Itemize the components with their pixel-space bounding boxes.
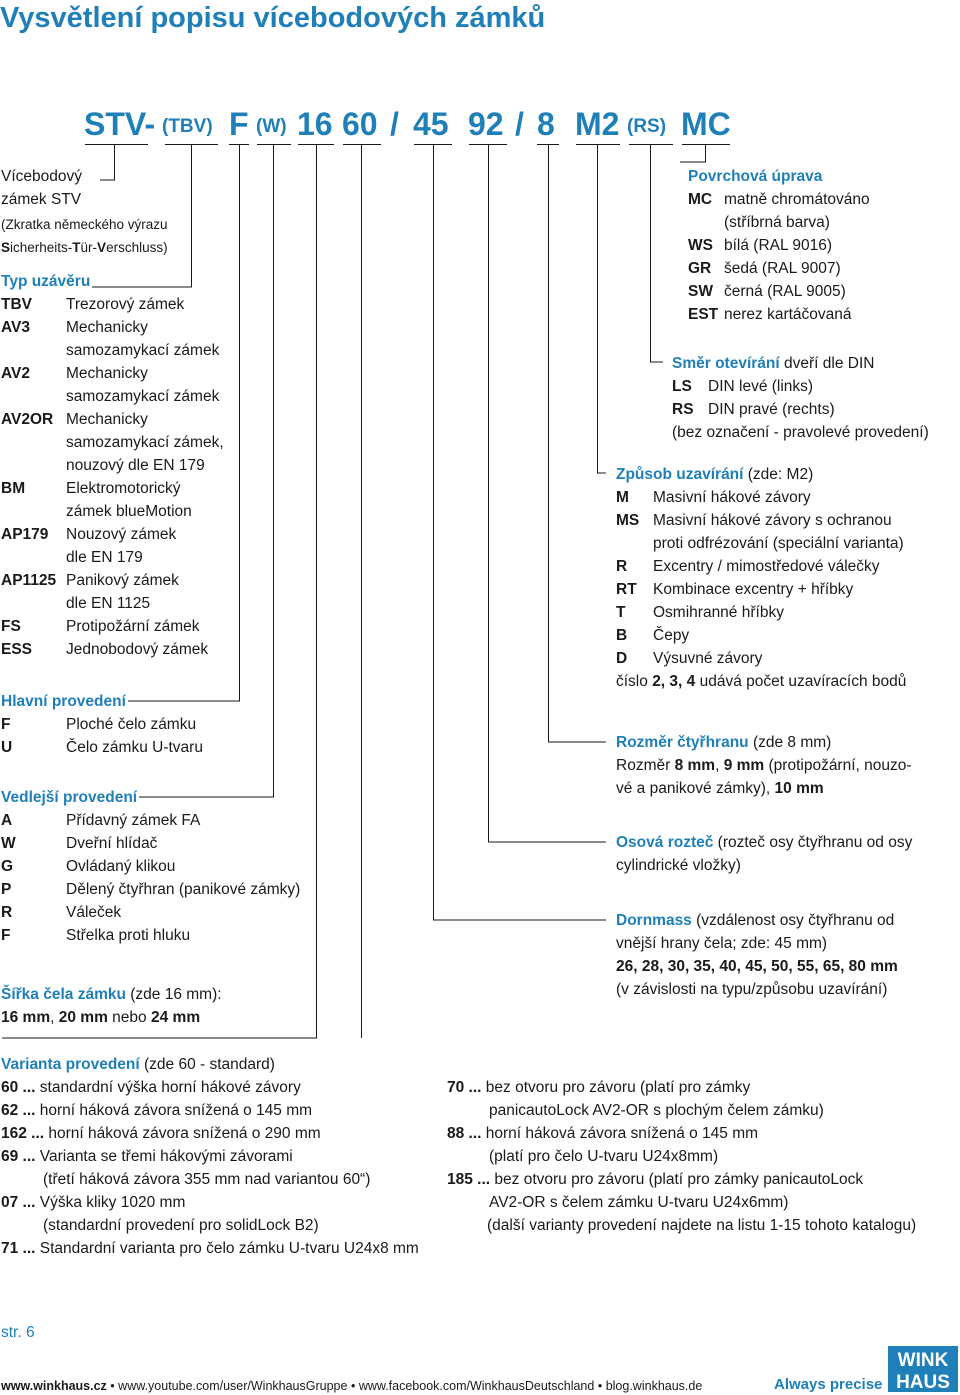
- typ-item-av2: [1, 362, 224, 385]
- vedlejsi-text: Přídavný zámek FA: [66, 812, 201, 829]
- vedlejsi-key: A: [1, 812, 13, 829]
- vedlejsi-text: Dveřní hlídač: [66, 835, 158, 852]
- slogan: Always precise: [774, 1376, 883, 1393]
- zpusob-text: Čepy: [653, 627, 690, 644]
- code-stv: STV-: [84, 106, 156, 142]
- stv-line2: zámek STV: [1, 191, 82, 208]
- typ-text: Elektromotorický: [66, 480, 181, 497]
- varianta-key: 88 ...: [447, 1125, 482, 1142]
- typ-item-av2or: [1, 408, 224, 431]
- hlavni-key: U: [1, 739, 13, 756]
- typ-key: AV2: [1, 365, 31, 382]
- varianta-key: 70 ...: [447, 1079, 482, 1096]
- povrch-key: SW: [688, 283, 713, 300]
- vedlejsi-key: G: [1, 858, 14, 875]
- vedlejsi-item: [1, 832, 300, 855]
- typ-text-cont: zámek blueMotion: [66, 503, 192, 520]
- varianta-text: horní háková závora snížená o 290 mm: [48, 1125, 321, 1142]
- typ-text: Nouzový zámek: [66, 526, 177, 543]
- zpusob-list: [616, 486, 906, 693]
- varianta-text: bez otvoru pro závoru (platí pro zámky panicautoLock: [494, 1171, 864, 1188]
- varianta-key: 60 ...: [1, 1079, 36, 1096]
- footer-link-winkhaus-cz[interactable]: www.winkhaus.cz: [1, 1379, 107, 1393]
- typ-text: Mechanicky: [66, 365, 148, 382]
- zpusob-key: RT: [616, 581, 637, 598]
- zpusob-text-cont: proti odfrézování (speciální varianta): [653, 535, 904, 552]
- povrch-text-cont: (stříbrná barva): [724, 214, 830, 231]
- rozmer-l1-a: Rozměr: [616, 757, 675, 774]
- typ-text-cont: samozamykací zámek: [66, 388, 220, 405]
- varianta-text-cont: panicautoLock AV2-OR s plochým čelem zámku): [489, 1102, 824, 1119]
- dornmass-line4: (v závislosti na typu/způsobu uzavírání): [616, 981, 888, 998]
- code-92: 92: [468, 106, 504, 142]
- zpusob-text: Osmihranné hříbky: [653, 604, 784, 621]
- zpusob-key: T: [616, 604, 626, 621]
- povrch-key: WS: [688, 237, 713, 254]
- dornmass-line3: 26, 28, 30, 35, 40, 45, 50, 55, 65, 80 mm: [616, 958, 898, 975]
- varianta-text: Standardní varianta pro čelo zámku U-tvaru U24x8 mm: [39, 1240, 419, 1257]
- zpusob-heading-rest: (zde: M2): [743, 466, 814, 483]
- zpusob-text: Masivní hákové závory: [653, 489, 811, 506]
- typ-key: FS: [1, 618, 21, 635]
- vedlejsi-item: [1, 809, 300, 832]
- smer-text: DIN pravé (rechts): [708, 401, 835, 418]
- typ-text-cont: dle EN 1125: [66, 595, 151, 612]
- varianta-text: standardní výška horní hákové závory: [39, 1079, 301, 1096]
- rozmer-line1: [616, 754, 912, 777]
- smer-list: [672, 375, 929, 444]
- typ-text-cont: dle EN 179: [66, 549, 143, 566]
- smer-item-rs: [672, 398, 929, 421]
- varianta-item: [1, 1191, 419, 1214]
- zpusob-key: B: [616, 627, 628, 644]
- povrch-list: [688, 188, 870, 326]
- typ-list: [1, 293, 224, 661]
- povrch-key: EST: [688, 306, 719, 323]
- winkhaus-logo-icon: [888, 1346, 958, 1392]
- osova-heading-rest: (rozteč osy čtyřhranu od osy: [713, 834, 913, 851]
- smer-heading-rest: dveří dle DIN: [779, 355, 875, 372]
- sirka-v2: 20 mm: [58, 1009, 108, 1026]
- zpusob-cislo-a: číslo: [616, 673, 653, 690]
- code-f: F: [229, 106, 249, 142]
- vedlejsi-text: Střelka proti hluku: [66, 927, 191, 944]
- dornmass-heading: Dornmass: [616, 912, 692, 929]
- povrch-text: nerez kartáčovaná: [724, 306, 852, 323]
- rozmer-line2: [616, 777, 824, 800]
- typ-key: TBV: [1, 296, 32, 313]
- typ-item-ap1125: [1, 569, 224, 592]
- hlavni-list: [1, 713, 203, 759]
- povrch-text: černá (RAL 9005): [724, 283, 846, 300]
- varianta-item: [447, 1168, 916, 1191]
- page-number: str. 6: [1, 1324, 35, 1341]
- zpusob-cislo: [616, 670, 906, 693]
- varianta-right: [447, 1076, 916, 1237]
- smer-heading: Směr otevírání: [672, 355, 780, 372]
- smer-key: RS: [672, 401, 694, 418]
- code-16: 16: [297, 106, 333, 142]
- zpusob-cislo-b: 2, 3, 4: [652, 673, 696, 690]
- code-8: 8: [537, 106, 555, 142]
- stv-note2-c: erschluss): [106, 240, 168, 255]
- typ-text: Panikový zámek: [66, 572, 179, 589]
- varianta-key: 185 ...: [447, 1171, 491, 1188]
- povrch-text: šedá (RAL 9007): [724, 260, 841, 277]
- rozmer-l1-c: ,: [715, 757, 724, 774]
- osova-line2: cylindrické vložky): [616, 857, 741, 874]
- povrch-key: MC: [688, 191, 713, 208]
- sirka-v3: 24 mm: [150, 1009, 201, 1026]
- varianta-text: horní háková závora snížená o 145 mm: [39, 1102, 313, 1119]
- povrch-text: matně chromátováno: [724, 191, 870, 208]
- typ-item-ess: [1, 638, 224, 661]
- hlavni-item-u: [1, 736, 203, 759]
- vedlejsi-item: [1, 901, 300, 924]
- smer-note: (bez označení - pravolevé provedení): [672, 424, 929, 441]
- zpusob-text: Excentry / mimostředové válečky: [653, 558, 880, 575]
- varianta-key: 62 ...: [1, 1102, 36, 1119]
- smer-item-ls: [672, 375, 929, 398]
- code-tbv: (TBV): [162, 116, 213, 137]
- varianta-heading-line: [1, 1053, 275, 1076]
- vedlejsi-item: [1, 878, 300, 901]
- dornmass-line2: vnější hrany čela; zde: 45 mm): [616, 935, 828, 952]
- rozmer-heading-line: [616, 731, 831, 754]
- code-rs: (RS): [627, 116, 667, 137]
- hlavni-item-f: [1, 713, 203, 736]
- code-45: 45: [413, 106, 449, 142]
- hlavni-heading: Hlavní provedení: [1, 693, 126, 710]
- typ-text: Mechanicky: [66, 411, 148, 428]
- typ-heading: Typ uzávěru: [1, 273, 91, 290]
- footer-link-youtube[interactable]: www.youtube.com/user/WinkhausGruppe: [118, 1379, 348, 1393]
- varianta-text: Výška kliky 1020 mm: [39, 1194, 186, 1211]
- typ-item-av3: [1, 316, 224, 339]
- code-slash-1: /: [390, 106, 399, 142]
- code-60: 60: [342, 106, 378, 142]
- vedlejsi-key: F: [1, 927, 11, 944]
- zpusob-item: [616, 578, 906, 601]
- typ-item-bm: [1, 477, 224, 500]
- varianta-heading-rest: (zde 60 - standard): [139, 1056, 275, 1073]
- typ-key: AP179: [1, 526, 49, 543]
- footer-link-facebook[interactable]: www.facebook.com/WinkhausDeutschland: [358, 1379, 595, 1393]
- code-slash-2: /: [515, 106, 524, 142]
- typ-text-cont: nouzový dle EN 179: [66, 457, 205, 474]
- sirka-values: [1, 1006, 200, 1029]
- varianta-text-cont: (další varianty provedení najdete na listu 1-15 tohoto katalogu): [487, 1217, 917, 1234]
- varianta-item: [447, 1122, 916, 1145]
- typ-key: BM: [1, 480, 26, 497]
- varianta-left: [1, 1076, 419, 1260]
- vedlejsi-key: W: [1, 835, 16, 852]
- varianta-heading: Varianta provedení: [1, 1056, 140, 1073]
- sirka-s1: ,: [50, 1009, 59, 1026]
- varianta-text: horní háková závora snížená o 145 mm: [485, 1125, 759, 1142]
- zpusob-item: [616, 486, 906, 509]
- zpusob-heading-line: [616, 463, 813, 486]
- rozmer-l2-b: 10 mm: [774, 780, 824, 797]
- vedlejsi-text: Dělený čtyřhran (panikové zámky): [66, 881, 301, 898]
- povrch-key: GR: [688, 260, 712, 277]
- page-title: Vysvětlení popisu vícebodových zámků: [0, 2, 546, 34]
- typ-key: AV3: [1, 319, 31, 336]
- vedlejsi-heading: Vedlejší provedení: [1, 789, 138, 806]
- hlavni-text: Ploché čelo zámku: [66, 716, 197, 733]
- typ-item-fs: [1, 615, 224, 638]
- typ-text-cont: samozamykací zámek,: [66, 434, 224, 451]
- sirka-v1: 16 mm: [1, 1009, 51, 1026]
- sirka-heading: Šířka čela zámku: [1, 986, 126, 1003]
- logo-top: WINK: [897, 1350, 949, 1371]
- rozmer-l1-b: 8 mm: [674, 757, 716, 774]
- zpusob-text: Masivní hákové závory s ochranou: [653, 512, 892, 529]
- typ-key: AP1125: [1, 572, 57, 589]
- footer-sep: •: [597, 1379, 603, 1393]
- povrch-item-gr: [688, 257, 870, 280]
- povrch-heading: Povrchová úprava: [688, 168, 823, 185]
- varianta-item: [447, 1076, 916, 1099]
- varianta-text: bez otvoru pro závoru (platí pro zámky: [485, 1079, 751, 1096]
- zpusob-key: R: [616, 558, 628, 575]
- smer-text: DIN levé (links): [708, 378, 814, 395]
- rozmer-l2-a: vé a panikové zámky),: [616, 780, 775, 797]
- vedlejsi-key: R: [1, 904, 13, 921]
- typ-text: Mechanicky: [66, 319, 148, 336]
- smer-key: LS: [672, 378, 692, 395]
- varianta-text: Varianta se třemi hákovými závorami: [39, 1148, 293, 1165]
- typ-item-ap179: [1, 523, 224, 546]
- logo-bottom: HAUS: [896, 1372, 950, 1392]
- zpusob-item: [616, 624, 906, 647]
- typ-text: Protipožární zámek: [66, 618, 200, 635]
- zpusob-item: [616, 509, 906, 532]
- vedlejsi-text: Váleček: [66, 904, 122, 921]
- vedlejsi-list: [1, 809, 300, 947]
- stv-note2-s: S: [1, 240, 11, 255]
- hlavni-text: Čelo zámku U-tvaru: [66, 739, 203, 756]
- stv-note2: [1, 236, 168, 259]
- typ-item-tbv: [1, 293, 224, 316]
- footer-links: [1, 1379, 702, 1393]
- zpusob-cislo-c: udává počet uzavíracích bodů: [695, 673, 907, 690]
- zpusob-heading: Způsob uzavírání: [616, 466, 744, 483]
- povrch-text: bílá (RAL 9016): [724, 237, 832, 254]
- rozmer-heading: Rozměr čtyřhranu: [616, 734, 749, 751]
- zpusob-key: M: [616, 489, 629, 506]
- stv-note1: (Zkratka německého výrazu: [1, 217, 168, 232]
- vedlejsi-key: P: [1, 881, 12, 898]
- footer-sep: •: [110, 1379, 115, 1393]
- footer-link-blog[interactable]: blog.winkhaus.de: [605, 1379, 703, 1393]
- typ-key: ESS: [1, 641, 33, 658]
- stv-line1: Vícebodový: [1, 168, 82, 185]
- zpusob-item: [616, 647, 906, 670]
- povrch-item-ws: [688, 234, 870, 257]
- stv-note2-a: icherheits-: [10, 240, 73, 255]
- rozmer-heading-rest: (zde 8 mm): [748, 734, 832, 751]
- zpusob-item: [616, 555, 906, 578]
- sirka-heading-rest: (zde 16 mm):: [125, 986, 222, 1003]
- povrch-item-est: [688, 303, 870, 326]
- rozmer-l1-d: 9 mm: [723, 757, 765, 774]
- code-mc: MC: [681, 106, 731, 142]
- code-m2: M2: [575, 106, 620, 142]
- varianta-key: 69 ...: [1, 1148, 36, 1165]
- typ-text: Trezorový zámek: [66, 296, 185, 313]
- varianta-item: [1, 1145, 419, 1168]
- varianta-item: [1, 1237, 419, 1260]
- vedlejsi-item: [1, 855, 300, 878]
- varianta-key: 71 ...: [1, 1240, 36, 1257]
- vedlejsi-text: Ovládaný klikou: [66, 858, 176, 875]
- sirka-s2: nebo: [107, 1009, 151, 1026]
- varianta-text-cont: (standardní provedení pro solidLock B2): [43, 1217, 319, 1234]
- osova-heading: Osová rozteč: [616, 834, 714, 851]
- smer-heading-line: [672, 352, 874, 375]
- rozmer-l1-e: (protipožární, nouzo-: [764, 757, 912, 774]
- typ-text: Jednobodový zámek: [66, 641, 209, 658]
- zpusob-key: D: [616, 650, 628, 667]
- stv-note2-v: V: [97, 240, 107, 255]
- zpusob-key: MS: [616, 512, 640, 529]
- vedlejsi-item: [1, 924, 300, 947]
- typ-text-cont: samozamykací zámek: [66, 342, 220, 359]
- zpusob-item: [616, 601, 906, 624]
- povrch-item-sw: [688, 280, 870, 303]
- hlavni-key: F: [1, 716, 11, 733]
- dornmass-heading-line: [616, 909, 894, 932]
- povrch-item-mc: [688, 188, 870, 211]
- varianta-key: 162 ...: [1, 1125, 45, 1142]
- zpusob-text: Kombinace excentry + hříbky: [653, 581, 854, 598]
- stv-note2-t: T: [72, 240, 81, 255]
- varianta-text-cont: (třetí háková závora 355 mm nad variantou 60“): [43, 1171, 371, 1188]
- stv-note2-b: ür-: [80, 240, 98, 255]
- code-w: (W): [256, 116, 287, 137]
- varianta-text-cont: (platí pro čelo U-tvaru U24x8mm): [489, 1148, 719, 1165]
- varianta-item: [1, 1099, 419, 1122]
- zpusob-text: Výsuvné závory: [653, 650, 763, 667]
- typ-key: AV2OR: [1, 411, 54, 428]
- osova-heading-line: [616, 831, 912, 854]
- varianta-key: 07 ...: [1, 1194, 36, 1211]
- sirka-heading-line: [1, 983, 222, 1006]
- dornmass-heading-rest: (vzdálenost osy čtyřhranu od: [691, 912, 895, 929]
- footer-sep: •: [350, 1379, 356, 1393]
- varianta-text-cont: AV2-OR s čelem zámku U-tvaru U24x6mm): [489, 1194, 789, 1211]
- varianta-item: [1, 1076, 419, 1099]
- varianta-item: [1, 1122, 419, 1145]
